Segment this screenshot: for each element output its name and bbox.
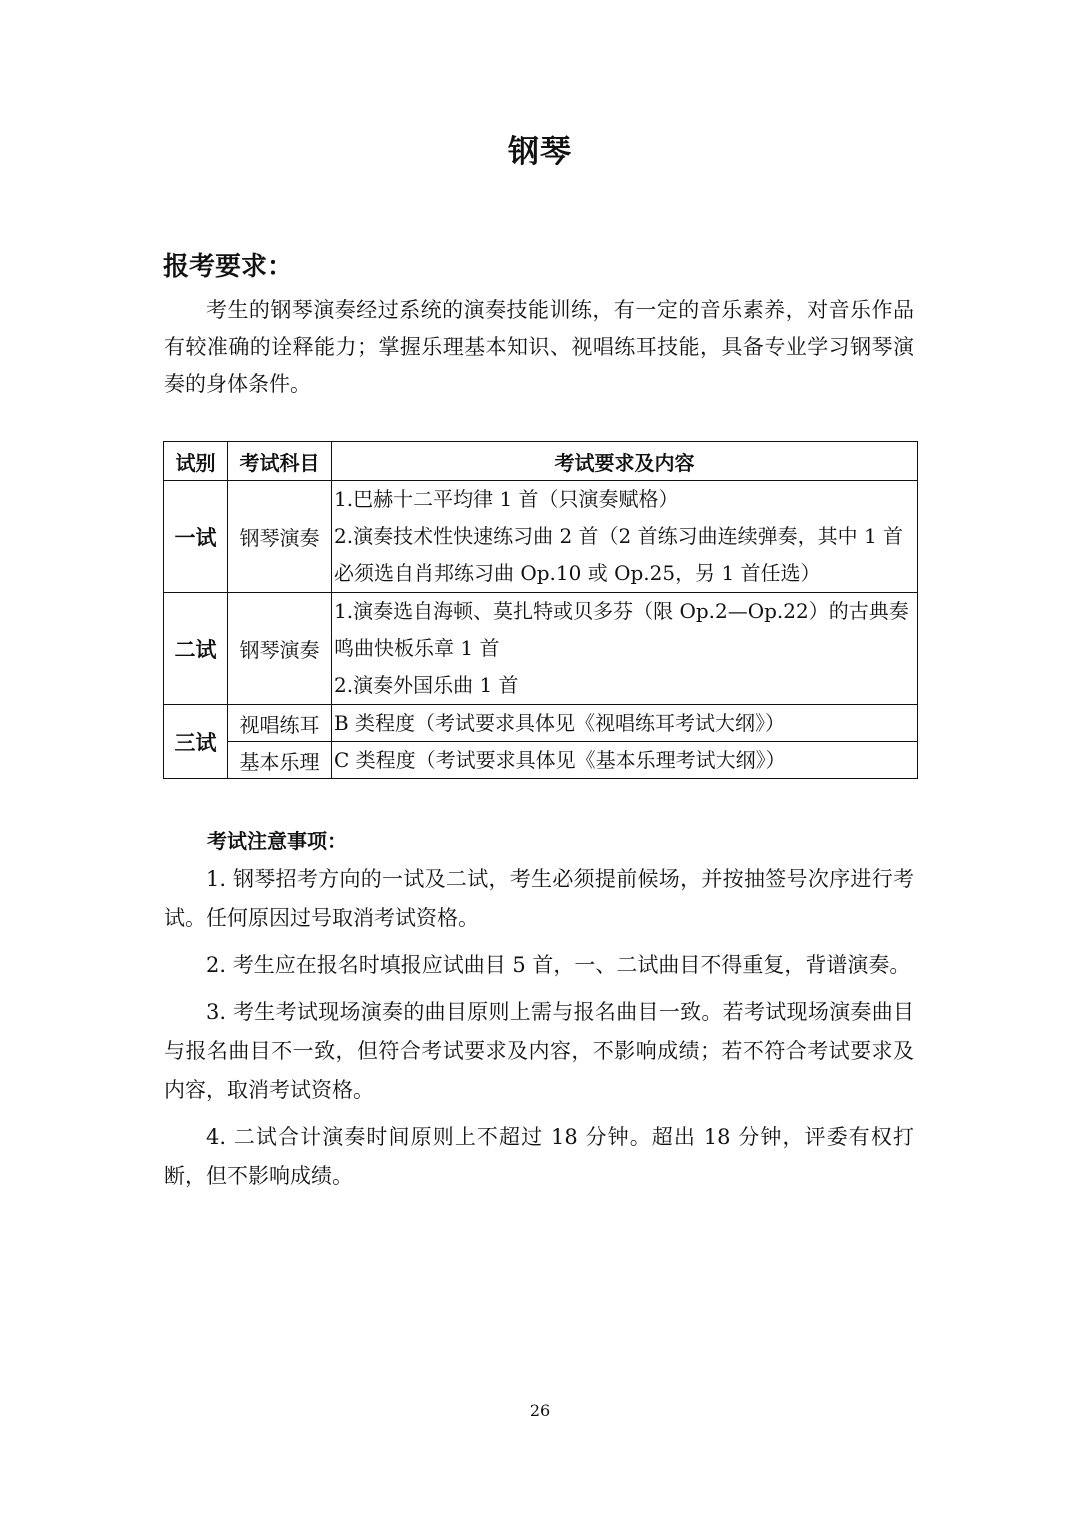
table-row-round3-a bbox=[164, 705, 918, 742]
header-round: 试别 bbox=[164, 442, 228, 481]
round1-content bbox=[332, 481, 918, 593]
page-number: 26 bbox=[529, 1401, 551, 1420]
round2-line-1: 1.演奏选自海顿、莫扎特或贝多芬（限 Op.2—Op.22）的古典奏鸣曲快板乐章 1 首 bbox=[334, 599, 909, 660]
notes-heading: 考试注意事项： bbox=[207, 829, 347, 853]
round3-content-1: B 类程度（考试要求具体见《视唱练耳考试大纲》） bbox=[332, 705, 918, 742]
round2-label: 二试 bbox=[164, 593, 228, 705]
round2-line-2: 2.演奏外国乐曲 1 首 bbox=[334, 673, 519, 697]
round3-subject-1: 视唱练耳 bbox=[228, 705, 332, 742]
note-item-3: 3. 考生考试现场演奏的曲目原则上需与报名曲目一致。若考试现场演奏曲目与报名曲目不一致，但符合考试要求及内容，不影响成绩；若不符合考试要求及内容，取消考试资格。 bbox=[164, 1000, 914, 1102]
header-content: 考试要求及内容 bbox=[332, 442, 918, 481]
note-item-2: 2. 考生应在报名时填报应试曲目 5 首，一、二试曲目不得重复，背谱演奏。 bbox=[206, 953, 911, 977]
notes-list bbox=[164, 860, 914, 1204]
header-subject: 考试科目 bbox=[228, 442, 332, 481]
table-row-round2 bbox=[164, 593, 918, 705]
round3-subject-2: 基本乐理 bbox=[228, 742, 332, 779]
table-header-row bbox=[164, 442, 918, 481]
requirements-heading: 报考要求： bbox=[163, 252, 294, 282]
round1-line-1: 1.巴赫十二平均律 1 首（只演奏赋格） bbox=[334, 487, 679, 511]
round3-content-2: C 类程度（考试要求具体见《基本乐理考试大纲》） bbox=[332, 742, 918, 779]
round3-label: 三试 bbox=[164, 705, 228, 779]
page-title: 钢琴 bbox=[508, 134, 572, 170]
table-row-round1 bbox=[164, 481, 918, 593]
round1-subject: 钢琴演奏 bbox=[228, 481, 332, 593]
round1-label: 一试 bbox=[164, 481, 228, 593]
round2-subject: 钢琴演奏 bbox=[228, 593, 332, 705]
requirements-paragraph: 考生的钢琴演奏经过系统的演奏技能训练，有一定的音乐素养，对音乐作品有较准确的诠释能力；掌握乐理基本知识、视唱练耳技能，具备专业学习钢琴演奏的身体条件。 bbox=[164, 298, 914, 396]
exam-table bbox=[163, 441, 918, 779]
table-row-round3-b bbox=[164, 742, 918, 779]
note-item-1: 1. 钢琴招考方向的一试及二试，考生必须提前候场，并按抽签号次序进行考试。任何原因过号取消考试资格。 bbox=[164, 867, 914, 930]
round2-content bbox=[332, 593, 918, 705]
round1-line-2: 2.演奏技术性快速练习曲 2 首（2 首练习曲连续弹奏，其中 1 首必须选自肖邦练习曲 Op.10 或 Op.25，另 1 首任选） bbox=[334, 524, 904, 585]
note-item-4: 4. 二试合计演奏时间原则上不超过 18 分钟。超出 18 分钟，评委有权打断，但不影响成绩。 bbox=[164, 1125, 914, 1188]
